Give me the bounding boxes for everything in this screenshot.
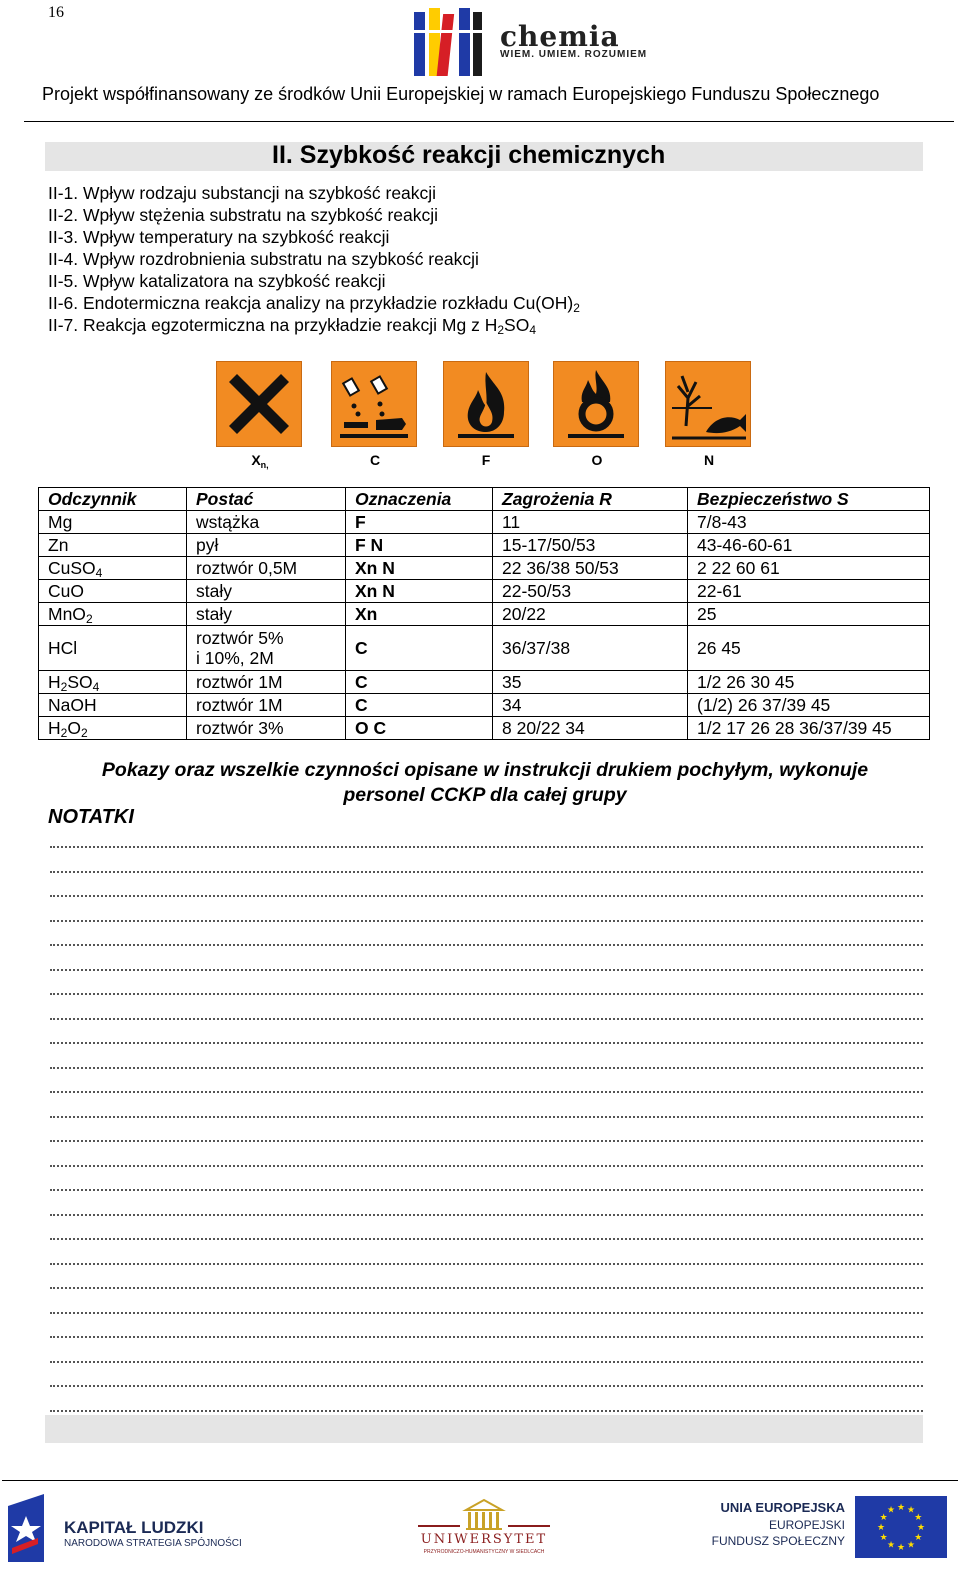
instruction-notice: Pokazy oraz wszelkie czynności opisane w instrukcji drukiem pochyłym, wykonuje personel CCKP dla całej grupy [101, 759, 869, 806]
table-row [39, 671, 930, 694]
notes-dotted-line [50, 871, 923, 873]
risk-cell: 36/37/38 [493, 626, 688, 671]
flame-icon [444, 362, 528, 446]
notes-dotted-line [50, 846, 923, 848]
kapital-ludzki-star-icon [8, 1492, 56, 1564]
table-row [39, 694, 930, 717]
eu-star: ★ [896, 1502, 906, 1512]
eu-star: ★ [914, 1532, 923, 1542]
environment-pictogram [665, 361, 751, 447]
university-building-icon [414, 1496, 554, 1532]
flammable-pictogram [443, 361, 529, 447]
pictogram-code: O [591, 452, 603, 468]
eu-star: ★ [876, 1522, 886, 1532]
notes-dotted-line [50, 1336, 923, 1338]
notes-dotted-line [50, 1410, 923, 1412]
notes-dotted-line [50, 1361, 923, 1363]
safety-cell: 22-61 [688, 580, 930, 603]
reagents-table [38, 487, 930, 740]
table-row [39, 557, 930, 580]
notes-dotted-line [50, 1214, 923, 1216]
eu-star: ★ [906, 1539, 916, 1550]
notes-dotted-line [50, 1312, 923, 1314]
eu-line: EUROPEJSKI [768, 1518, 845, 1532]
eu-star: ★ [879, 1532, 888, 1542]
notes-dotted-line [50, 1189, 923, 1191]
safety-cell: 43-46-60-61 [688, 534, 930, 557]
pictogram-code: C [369, 452, 381, 468]
form-cell: roztwór 0,5M [187, 557, 346, 580]
risk-cell: 22 36/38 50/53 [493, 557, 688, 580]
risk-cell: 11 [493, 511, 688, 534]
reagent-cell: $H_2SO_4$ [39, 671, 187, 694]
corrosive-pictogram [331, 361, 417, 447]
code-cell: O C [346, 717, 493, 740]
logo-word: chemia [500, 20, 620, 53]
column-header: Postać [187, 488, 346, 511]
exercise-item: II-3. Wpływ temperatury na szybkość reakcji [48, 227, 390, 247]
risk-cell: 8 20/22 34 [493, 717, 688, 740]
code-cell: Xn N [346, 580, 493, 603]
footer-divider [2, 1480, 958, 1481]
eu-line: FUNDUSZ SPOŁECZNY [711, 1534, 845, 1548]
form-cell: roztwór 3% [187, 717, 346, 740]
reagent-cell: NaOH [39, 694, 187, 717]
notes-dotted-line [50, 1238, 923, 1240]
notes-dotted-line [50, 1287, 923, 1289]
notes-dotted-line [50, 1067, 923, 1069]
page-number: 16 [48, 4, 64, 21]
eu-flag [855, 1496, 947, 1558]
eu-star: ★ [906, 1504, 916, 1515]
eu-star: ★ [886, 1504, 896, 1515]
exercise-item: II-2. Wpływ stężenia substratu na szybkość reakcji [48, 205, 439, 225]
kapital-ludzki-logo [8, 1492, 242, 1564]
harmful-pictogram [216, 361, 302, 447]
university-logo [414, 1496, 554, 1560]
section-title: II. Szybkość reakcji chemicznych [272, 141, 666, 169]
safety-cell: 7/8-43 [688, 511, 930, 534]
code-cell: C [346, 671, 493, 694]
exercise-list [48, 182, 580, 336]
reagent-cell: Zn [39, 534, 187, 557]
eu-star: ★ [886, 1539, 896, 1550]
table-row [39, 717, 930, 740]
table-header-row [39, 488, 930, 511]
cross-harmful-icon [217, 362, 301, 446]
code-cell: C [346, 626, 493, 671]
kapital-ludzki-subtitle: NARODOWA STRATEGIA SPÓJNOŚCI [64, 1538, 242, 1549]
notes-dotted-line [50, 1018, 923, 1020]
university-subtitle: PRZYRODNICZO-HUMANISTYCZNY W SIEDLCACH [423, 1549, 545, 1555]
pictogram-code: $X_{n,}$ [251, 452, 269, 470]
notes-dotted-line [50, 1091, 923, 1093]
university-name: UNIWERSYTET [420, 1532, 548, 1547]
reagent-cell: HCl [39, 626, 187, 671]
chemia-logo [412, 6, 648, 78]
eu-star: ★ [914, 1512, 923, 1522]
pictogram-code: F [481, 452, 491, 468]
safety-cell: 25 [688, 603, 930, 626]
notes-dotted-line [50, 969, 923, 971]
table-row [39, 580, 930, 603]
table-row [39, 534, 930, 557]
notes-dotted-line [50, 1042, 923, 1044]
notes-dotted-line [50, 1116, 923, 1118]
kapital-ludzki-title: KAPITAŁ LUDZKI [64, 1518, 204, 1537]
risk-cell: 22-50/53 [493, 580, 688, 603]
chemia-bars-icon [412, 6, 484, 78]
form-cell: roztwór 1M [187, 694, 346, 717]
safety-cell: 2 22 60 61 [688, 557, 930, 580]
safety-cell: 1/2 26 30 45 [688, 671, 930, 694]
notes-dotted-line [50, 1140, 923, 1142]
reagent-cell: CuSO$_4$ [39, 557, 187, 580]
code-cell: Xn N [346, 557, 493, 580]
form-cell: stały [187, 603, 346, 626]
form-cell: wstążka [187, 511, 346, 534]
reagent-cell: MnO$_2$ [39, 603, 187, 626]
project-funding-line: Projekt współfinansowany ze środków Unii Europejskiej w ramach Europejskiego Funduszu Społecznego [42, 84, 880, 104]
eu-star: ★ [896, 1542, 906, 1552]
notes-dotted-line [50, 993, 923, 995]
notes-dotted-line [50, 1165, 923, 1167]
environment-dead-tree-fish-icon [666, 362, 750, 446]
notes-dotted-line [50, 1263, 923, 1265]
column-header: Bezpieczeństwo S [688, 488, 930, 511]
notes-dotted-line [50, 944, 923, 946]
table-row [39, 626, 930, 671]
safety-cell: 1/2 17 26 28 36/37/39 45 [688, 717, 930, 740]
column-header: Zagrożenia R [493, 488, 688, 511]
eu-star: ★ [879, 1512, 888, 1522]
exercise-item: II-6. Endotermiczna reakcja analizy na przykładzie rozkładu $Cu(OH)_2$ [48, 293, 580, 315]
header-divider [24, 121, 954, 122]
column-header: Oznaczenia [346, 488, 493, 511]
logo-motto: WIEM. UMIEM. ROZUMIEM [500, 49, 648, 60]
eu-stars-icon [855, 1496, 947, 1558]
risk-cell: 34 [493, 694, 688, 717]
safety-cell: (1/2) 26 37/39 45 [688, 694, 930, 717]
notes-dotted-line [50, 1385, 923, 1387]
code-cell: F [346, 511, 493, 534]
reagent-cell: $H_2O_2$ [39, 717, 187, 740]
form-cell: pył [187, 534, 346, 557]
bottom-gray-bar [45, 1415, 923, 1443]
corrosive-icon [332, 362, 416, 446]
exercise-item: II-1. Wpływ rodzaju substancji na szybkość reakcji [48, 183, 437, 203]
code-cell: F N [346, 534, 493, 557]
eu-star: ★ [916, 1522, 926, 1532]
table-row [39, 511, 930, 534]
eu-line: UNIA EUROPEJSKA [720, 1500, 845, 1515]
oxidizing-pictogram [553, 361, 639, 447]
reagent-cell: Mg [39, 511, 187, 534]
risk-cell: 20/22 [493, 603, 688, 626]
code-cell: Xn [346, 603, 493, 626]
risk-cell: 15-17/50/53 [493, 534, 688, 557]
form-cell: roztwór 5% i 10%, 2M [187, 626, 346, 671]
form-cell: roztwór 1M [187, 671, 346, 694]
eu-text-block [680, 1500, 845, 1548]
column-header: Odczynnik [39, 488, 187, 511]
reagent-cell: CuO [39, 580, 187, 603]
risk-cell: 35 [493, 671, 688, 694]
table-row [39, 603, 930, 626]
exercise-item: II-4. Wpływ rozdrobnienia substratu na szybkość reakcji [48, 249, 479, 269]
pictogram-code: N [703, 452, 715, 468]
notes-dotted-line [50, 920, 923, 922]
code-cell: C [346, 694, 493, 717]
exercise-item: II-5. Wpływ katalizatora na szybkość reakcji [48, 271, 386, 291]
form-cell: stały [187, 580, 346, 603]
notes-heading: NOTATKI [48, 806, 134, 828]
flame-over-circle-icon [554, 362, 638, 446]
exercise-item: II-7. Reakcja egzotermiczna na przykładzie reakcji Mg z $H_2SO_4$ [48, 315, 537, 337]
safety-cell: 26 45 [688, 626, 930, 671]
notes-dotted-line [50, 895, 923, 897]
